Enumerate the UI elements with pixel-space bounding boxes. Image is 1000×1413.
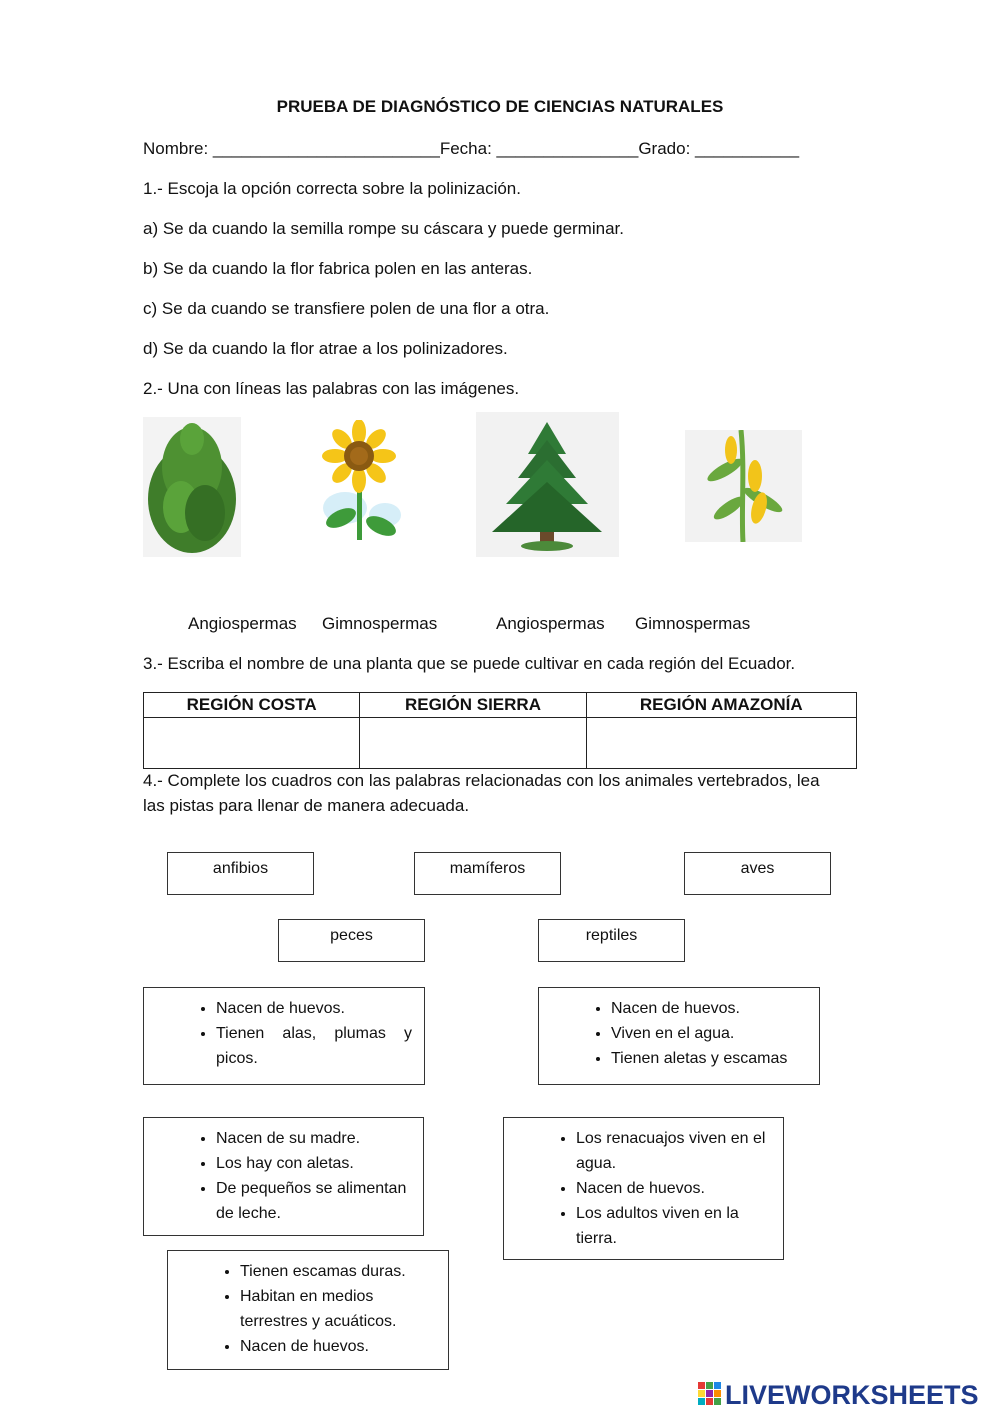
clue-item: • Tienen alas, plumas y picos.: [216, 1021, 412, 1071]
cypress-tree-image: [143, 417, 241, 557]
match-word-3[interactable]: Angiospermas: [496, 614, 605, 633]
question-1-option-d[interactable]: d) Se da cuando la flor atrae a los polinizadores.: [143, 339, 508, 358]
clue-item: • Viven en el agua.: [611, 1021, 807, 1046]
liveworksheets-mark-icon: [698, 1382, 721, 1405]
match-word-4[interactable]: Gimnospermas: [635, 614, 751, 633]
word-box-aves[interactable]: aves: [684, 852, 831, 895]
word-box-mamiferos[interactable]: mamíferos: [414, 852, 561, 895]
liveworksheets-logo[interactable]: [698, 1378, 998, 1408]
question-2-prompt: 2.- Una con líneas las palabras con las imágenes.: [143, 379, 520, 398]
question-4-prompt-line-1: 4.- Complete los cuadros con las palabras relacionadas con los animales vertebrados, lea: [143, 771, 820, 790]
clue-item: • Los adultos viven en la tierra.: [576, 1201, 771, 1251]
answer-cell-costa[interactable]: [144, 718, 360, 769]
question-1-option-c[interactable]: c) Se da cuando se transfiere polen de una flor a otra.: [143, 299, 550, 318]
clue-item: • Habitan en medios terrestres y acuáticos.: [240, 1284, 436, 1334]
header-region-amazonia: REGIÓN AMAZONÍA: [586, 693, 856, 718]
corn-plant-image: [685, 430, 802, 542]
regions-table: [143, 692, 857, 769]
page-title: PRUEBA DE DIAGNÓSTICO DE CIENCIAS NATURALES: [276, 97, 724, 116]
clue-item: • Los hay con aletas.: [216, 1151, 411, 1176]
clue-box-reptiles[interactable]: [167, 1250, 449, 1370]
clue-item: • Nacen de huevos.: [611, 996, 807, 1021]
answer-cell-sierra[interactable]: [360, 718, 586, 769]
clue-item: • Tienen escamas duras.: [240, 1259, 436, 1284]
question-1-option-b[interactable]: b) Se da cuando la flor fabrica polen en las anteras.: [143, 259, 533, 278]
clue-item: • Nacen de huevos.: [576, 1176, 771, 1201]
clue-item: • Los renacuajos viven en el agua.: [576, 1126, 771, 1176]
match-word-1[interactable]: Angiospermas: [188, 614, 297, 633]
header-region-costa: REGIÓN COSTA: [144, 693, 360, 718]
clue-box-amphibians[interactable]: [503, 1117, 784, 1260]
clue-item: • De pequeños se alimentan de leche.: [216, 1176, 411, 1226]
header-fields-line: Nombre: ________________________Fecha: _______________Grado: ___________: [143, 139, 800, 158]
clue-item: • Nacen de su madre.: [216, 1126, 411, 1151]
question-3-prompt: 3.- Escriba el nombre de una planta que se puede cultivar en cada región del Ecuador.: [143, 654, 796, 673]
liveworksheets-wordmark: LIVEWORKSHEETS: [725, 1380, 979, 1408]
word-box-anfibios[interactable]: anfibios: [167, 852, 314, 895]
clue-item: • Nacen de huevos.: [240, 1334, 436, 1359]
header-region-sierra: REGIÓN SIERRA: [360, 693, 586, 718]
question-1-prompt: 1.- Escoja la opción correcta sobre la polinización.: [143, 179, 521, 198]
word-box-peces[interactable]: peces: [278, 919, 425, 962]
sunflower-image: [315, 420, 405, 545]
word-box-reptiles[interactable]: reptiles: [538, 919, 685, 962]
clue-item: • Tienen aletas y escamas: [611, 1046, 807, 1071]
answer-cell-amazonia[interactable]: [586, 718, 856, 769]
match-word-2[interactable]: Gimnospermas: [322, 614, 438, 633]
question-1-option-a[interactable]: a) Se da cuando la semilla rompe su cáscara y puede germinar.: [143, 219, 624, 238]
question-4-prompt-line-2: las pistas para llenar de manera adecuada.: [143, 796, 470, 815]
pine-tree-image: [476, 412, 619, 557]
clue-item: • Nacen de huevos.: [216, 996, 412, 1021]
clue-box-birds[interactable]: [143, 987, 425, 1085]
clue-box-fish[interactable]: [538, 987, 820, 1085]
clue-box-mammals[interactable]: [143, 1117, 424, 1236]
